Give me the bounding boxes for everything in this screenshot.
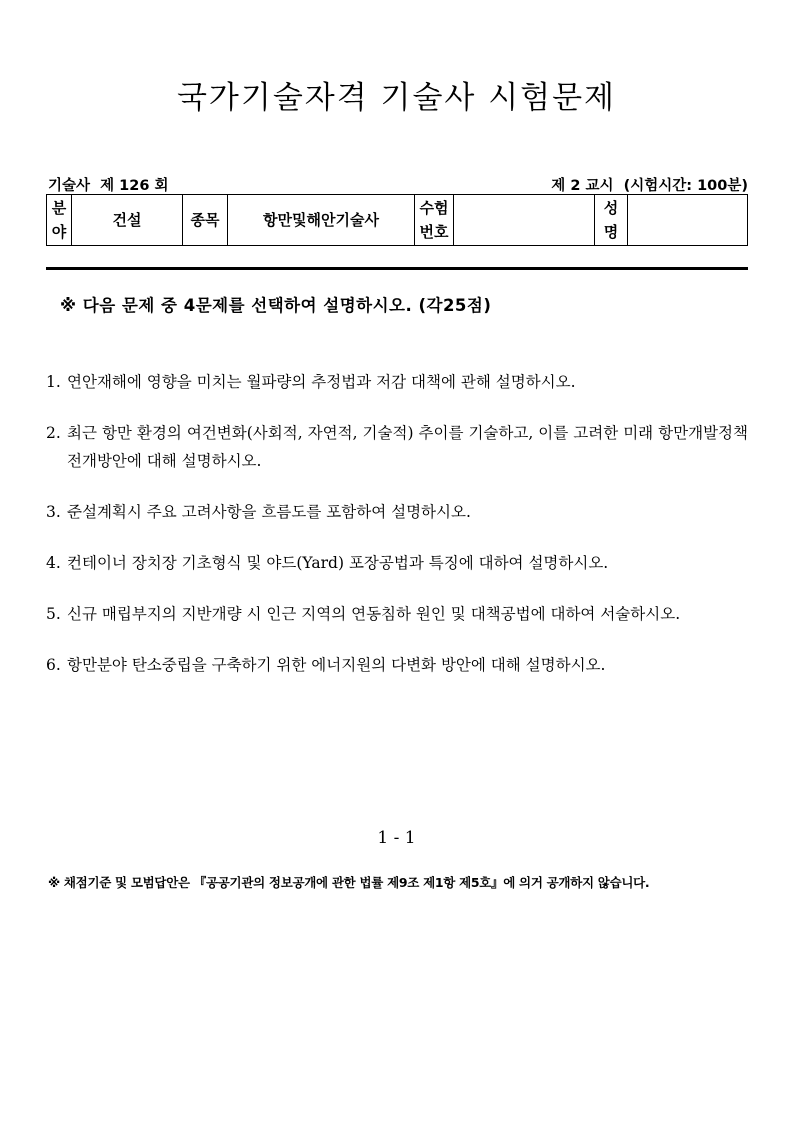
question-item (46, 651, 748, 679)
name-label-cell (595, 195, 628, 246)
question-item (46, 419, 748, 475)
question-number: 6. (46, 656, 61, 674)
exam-session: 기술사 제 126 회 (48, 178, 169, 194)
question-item (46, 549, 748, 577)
question-text: 최근 항만 환경의 여건변화(사회적, 자연적, 기술적) 추이를 기술하고, 이를 고려한 미래 항만개발정책 전개방안에 대해 설명하시오. (67, 424, 748, 470)
question-number: 3. (46, 503, 61, 521)
question-text: 항만분야 탄소중립을 구축하기 위한 에너지원의 다변화 방안에 대해 설명하시오. (67, 656, 606, 674)
exam-no-field[interactable] (454, 195, 595, 246)
question-number: 2. (46, 424, 61, 442)
question-item (46, 498, 748, 526)
exam-no-label-cell (415, 195, 454, 246)
field-label-cell (47, 195, 72, 246)
exam-no-label-2: 번호 (419, 223, 449, 241)
name-field[interactable] (628, 195, 748, 246)
exam-no-label-1: 수험 (419, 199, 449, 217)
question-text: 준설계획시 주요 고려사항을 흐름도를 포함하여 설명하시오. (67, 503, 471, 521)
question-item (46, 600, 748, 628)
question-text: 신규 매립부지의 지반개량 시 인근 지역의 연동침하 원인 및 대책공법에 대하여 서술하시오. (67, 605, 681, 623)
page-number: 1 - 1 (377, 828, 416, 848)
disclosure-footnote: ※ 채점기준 및 모범답안은 『공공기관의 정보공개에 관한 법률 제9조 제1항 제5호』에 의거 공개하지 않습니다. (48, 875, 650, 890)
document-title: 국가기술자격 기술사 시험문제 (176, 80, 616, 116)
question-list (46, 368, 748, 702)
exam-info-table (46, 194, 748, 246)
exam-meta-row (48, 174, 748, 194)
question-number: 4. (46, 554, 61, 572)
exam-period-time: 제 2 교시 (시험시간: 100분) (551, 178, 748, 194)
name-label-2: 명 (603, 223, 619, 241)
question-number: 1. (46, 373, 61, 391)
field-label: 분야 (51, 199, 67, 241)
divider-rule (46, 267, 748, 270)
question-item (46, 368, 748, 396)
type-value: 항만및해안기술사 (228, 195, 415, 246)
question-text: 연안재해에 영향을 미치는 월파량의 추정법과 저감 대책에 관해 설명하시오. (67, 373, 576, 391)
question-text: 컨테이너 장치장 기초형식 및 야드(Yard) 포장공법과 특징에 대하여 설명하시오. (67, 554, 609, 572)
instruction-text: ※ 다음 문제 중 4문제를 선택하여 설명하시오. (각25점) (60, 296, 492, 315)
field-value: 건설 (72, 195, 183, 246)
type-label: 종목 (183, 195, 228, 246)
name-label-1: 성 (603, 199, 619, 217)
question-number: 5. (46, 605, 61, 623)
